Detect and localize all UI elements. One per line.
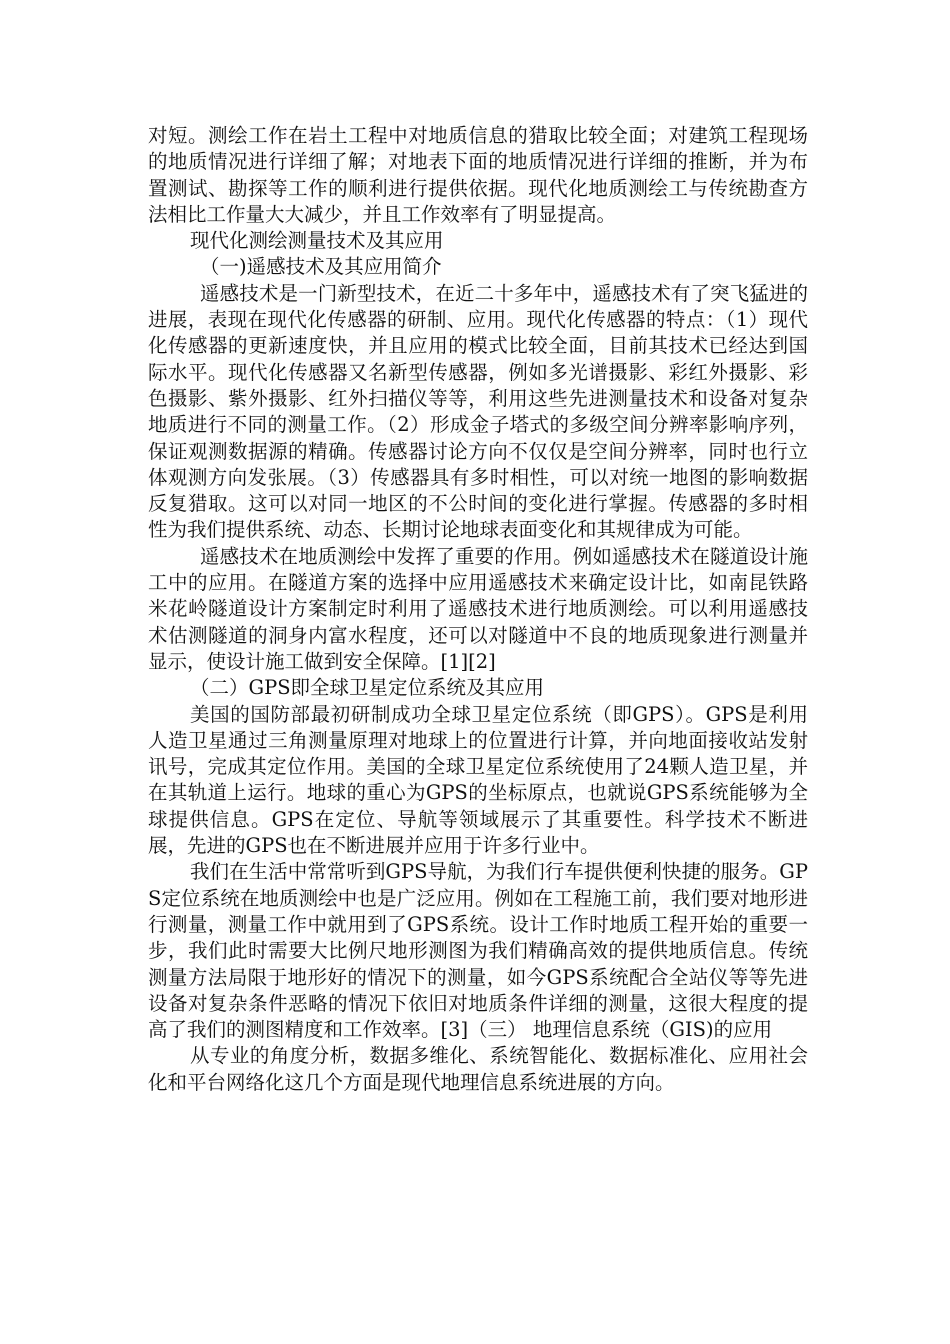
paragraph-gps-overview: 美国的国防部最初研制成功全球卫星定位系统（即GPS）。GPS是利用人造卫星通过三角测量原理对地球上的位置进行计算，并向地面接收站发射讯号，完成其定位作用。美国的全球卫星定位系统使用了24颗人造卫星，并在其轨道上运行。地球的重心为GPS的坐标原点，也就说GPS系统能够为全球提供信息。GPS在定位、导航等领域展示了其重要性。科学技术不断进展，先进的GPS也在不断进展并应用于许多行业中。 [148,702,808,858]
subsection-heading-remote-sensing: （一)遥感技术及其应用简介 [200,255,442,279]
subsection-heading-gps: （二）GPS即全球卫星定位系统及其应用 [190,676,545,700]
paragraph-gis-direction: 从专业的角度分析，数据多维化、系统智能化、数据标准化、应用社会化和平台网络化这几个方面是现代地理信息系统进展的方向。 [148,1044,808,1094]
section-heading-modern-survey: 现代化测绘测量技术及其应用 [190,229,444,253]
document-body [148,123,808,1096]
paragraph-remote-sensing-application: 遥感技术在地质测绘中发挥了重要的作用。例如遥感技术在隧道设计施工中的应用。在隧道方案的选择中应用遥感技术来确定设计比，如南昆铁路米花岭隧道设计方案制定时利用了遥感技术进行地质测绘。可以利用遥感技术估测隧道的洞身内富水程度，还可以对隧道中不良的地质现象进行测量并显示，使设计施工做到安全保障。[1][2] [148,544,808,673]
paragraph-gps-application: 我们在生活中常常听到GPS导航，为我们行车提供便利快捷的服务。GPS定位系统在地质测绘中也是广泛应用。例如在工程施工前，我们要对地形进行测量，测量工作中就用到了GPS系统。设计工作时地质工程开始的重要一步，我们此时需要大比例尺地形测图为我们精确高效的提供地质信息。传统测量方法局限于地形好的情况下的测量，如今GPS系统配合全站仪等等先进设备对复杂条件恶略的情况下依旧对地质条件详细的测量，这很大程度的提高了我们的测图精度和工作效率。[3]（三） 地理信息系统（GIS)的应用 [148,860,808,1042]
paragraph-survey-intro: 对短。测绘工作在岩土工程中对地质信息的猎取比较全面；对建筑工程现场的地质情况进行详细了解；对地表下面的地质情况进行详细的推断，并为布置测试、勘探等工作的顺利进行提供依据。现代化地质测绘工与传统勘查方法相比工作量大大减少，并且工作效率有了明显提高。 [148,124,808,226]
paragraph-remote-sensing-overview: 遥感技术是一门新型技术，在近二十多年中，遥感技术有了突飞猛进的进展，表现在现代化传感器的研制、应用。现代化传感器的特点：（1）现代化传感器的更新速度快，并且应用的模式比较全面，目前其技术已经达到国际水平。现代化传感器又名新型传感器，例如多光谱摄影、彩红外摄影、彩色摄影、紫外摄影、红外扫描仪等等，利用这些先进测量技术和设备对复杂地质进行不同的测量工作。（2）形成金子塔式的多级空间分辨率影响序列，保证观测数据源的精确。传感器讨论方向不仅仅是空间分辨率，同时也行立体观测方向发张展。（3）传感器具有多时相性，可以对统一地图的影响数据反复猎取。这可以对同一地区的不公时间的变化进行掌握。传感器的多时相性为我们提供系统、动态、长期讨论地球表面变化和其规律成为可能。 [148,281,808,542]
